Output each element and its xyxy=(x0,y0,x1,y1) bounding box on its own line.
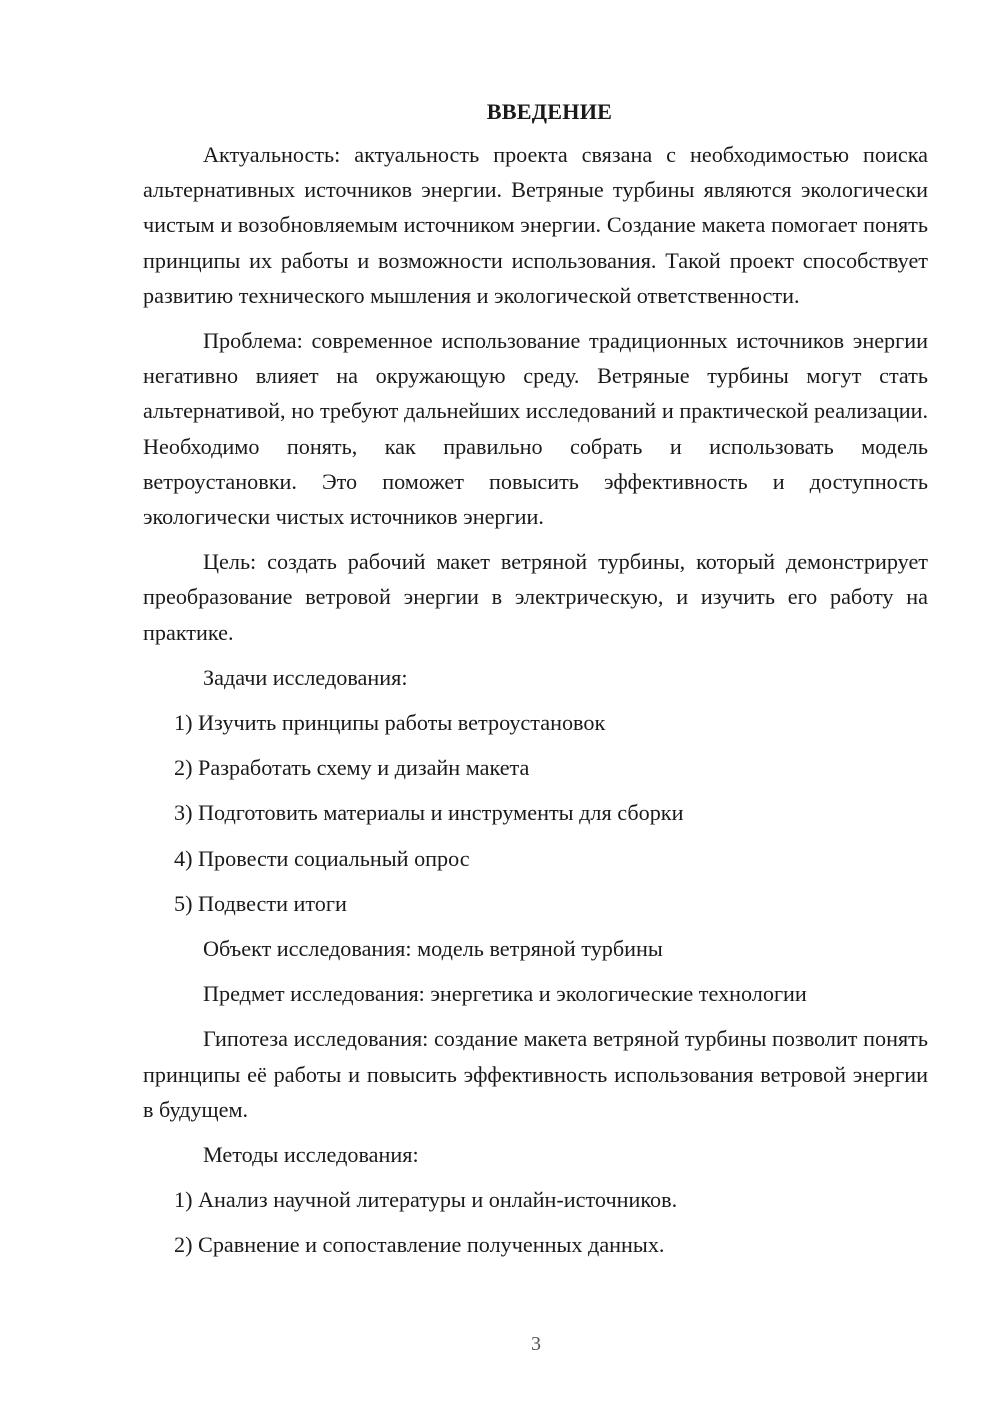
problem-paragraph: Проблема: современное использование традиционных источников энергии негативно влияет на окружающую среду. Ветряные турбины могут стать альтернативой, но требуют дальнейших исследований и практической реализации. Необходимо понять, как правильно собрать и использовать модель ветроустановки. Это поможет повысить эффективность и доступность экологически чистых источников энергии. xyxy=(143,328,928,530)
method-item: 2) Сравнение и сопоставление полученных данных. xyxy=(174,1232,665,1258)
tasks-heading: Задачи исследования: xyxy=(203,664,408,690)
task-item: 3) Подготовить материалы и инструменты для сборки xyxy=(174,800,684,826)
page-number: 3 xyxy=(531,1333,541,1355)
goal-paragraph: Цель: создать рабочий макет ветряной турбины, который демонстрирует преобразование ветровой энергии в электрическую, и изучить его работу на практике. xyxy=(143,549,928,645)
task-item: 1) Изучить принципы работы ветроустановок xyxy=(174,710,606,736)
method-item: 1) Анализ научной литературы и онлайн-источников. xyxy=(174,1187,678,1213)
research-subject: Предмет исследования: энергетика и экологические технологии xyxy=(203,981,807,1007)
methods-heading: Методы исследования: xyxy=(203,1142,419,1168)
task-item: 2) Разработать схему и дизайн макета xyxy=(174,755,530,781)
section-title: ВВЕДЕНИЕ xyxy=(486,99,613,124)
relevance-paragraph: Актуальность: актуальность проекта связана с необходимостью поиска альтернативных источников энергии. Ветряные турбины являются экологически чистым и возобновляемым источником энергии. Создание макета помогает понять принципы их работы и возможности использования. Такой проект способствует развитию технического мышления и экологической ответственности. xyxy=(143,142,928,308)
task-item: 5) Подвести итоги xyxy=(174,890,347,916)
hypothesis-paragraph: Гипотеза исследования: создание макета ветряной турбины позволит понять принципы её работы и повысить эффективность использования ветровой энергии в будущем. xyxy=(143,1026,928,1122)
task-item: 4) Провести социальный опрос xyxy=(174,845,470,871)
research-object: Объект исследования: модель ветряной турбины xyxy=(203,936,663,962)
page-content xyxy=(143,94,928,1273)
